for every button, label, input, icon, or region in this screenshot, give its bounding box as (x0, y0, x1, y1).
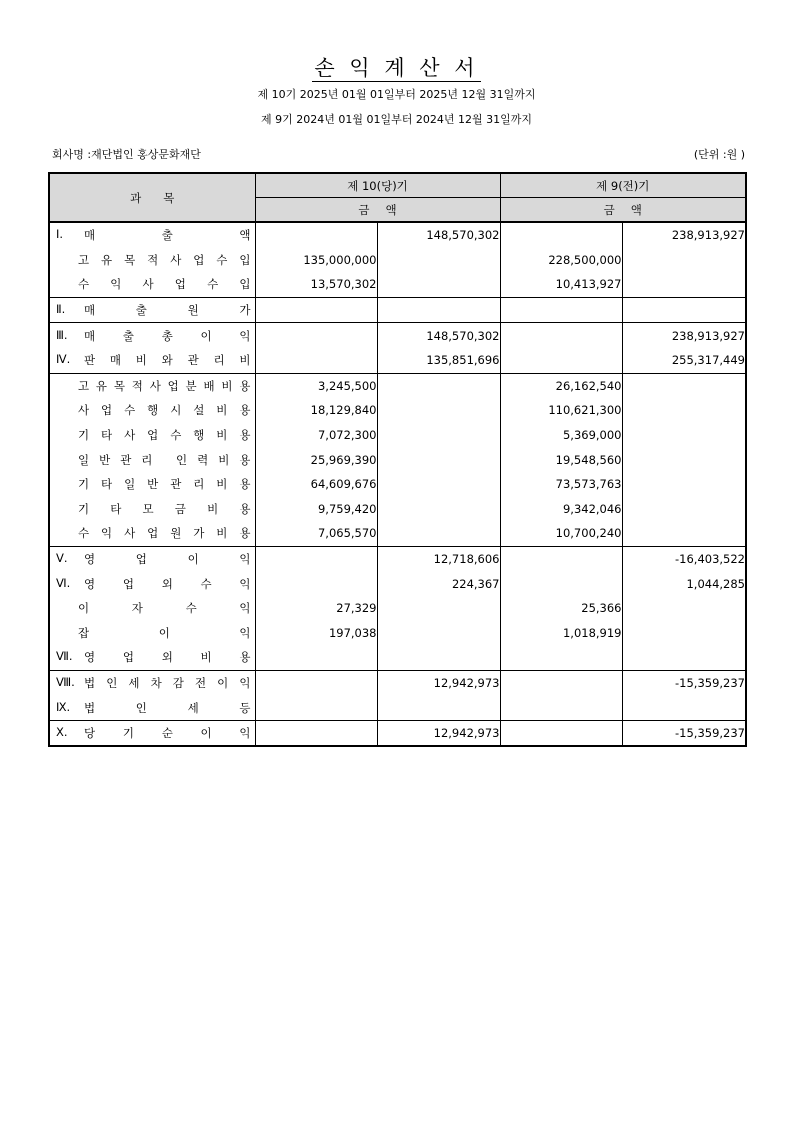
row-number (56, 501, 78, 517)
row-number (56, 525, 78, 541)
current-total-amount (377, 521, 500, 546)
prior-total-amount (622, 521, 746, 546)
current-total-amount (377, 248, 500, 273)
table-row (49, 720, 746, 746)
current-total-amount: 148,570,302 (377, 222, 500, 248)
prior-total-amount (622, 497, 746, 522)
current-detail-amount: 64,609,676 (255, 472, 377, 497)
current-detail-amount: 27,329 (255, 596, 377, 621)
row-item (49, 297, 255, 323)
prior-total-amount: 238,913,927 (622, 222, 746, 248)
current-total-amount: 12,718,606 (377, 546, 500, 571)
current-total-amount (377, 447, 500, 472)
table-row (49, 521, 746, 546)
row-label: 영 업 외 비 용 (84, 650, 251, 665)
table-row (49, 248, 746, 273)
prior-total-amount (622, 447, 746, 472)
row-label: 판 매 비 와 관 리 비 (84, 353, 251, 368)
row-label: 기 타 모 금 비 용 (78, 501, 251, 516)
prior-detail-amount: 110,621,300 (500, 398, 622, 423)
current-period-header: 제 10(당)기 (255, 173, 500, 198)
current-detail-amount: 9,759,420 (255, 497, 377, 522)
row-number (56, 600, 78, 616)
prior-detail-amount (500, 323, 622, 348)
current-detail-amount: 18,129,840 (255, 398, 377, 423)
current-detail-amount: 135,000,000 (255, 248, 377, 273)
row-item (49, 571, 255, 596)
prior-detail-amount: 1,018,919 (500, 621, 622, 646)
current-detail-amount: 13,570,302 (255, 272, 377, 297)
prior-detail-amount: 26,162,540 (500, 373, 622, 398)
prior-detail-amount (500, 720, 622, 746)
unit-label: (단위 :원 ) (693, 148, 745, 161)
table-row (49, 423, 746, 448)
prior-detail-amount: 25,366 (500, 596, 622, 621)
row-number (56, 378, 78, 394)
row-label: 일 반 관 리 인 력 비 용 (78, 452, 251, 467)
current-detail-amount (255, 571, 377, 596)
prior-detail-amount (500, 546, 622, 571)
prior-total-amount (622, 695, 746, 720)
prior-total-amount (622, 645, 746, 670)
current-total-amount: 224,367 (377, 571, 500, 596)
row-number (56, 402, 78, 418)
row-item (49, 373, 255, 398)
row-label: 법 인 세 등 (84, 700, 251, 715)
row-number: Ⅴ. (56, 551, 68, 566)
row-label: 기 타 일 반 관 리 비 용 (78, 477, 251, 492)
prior-total-amount (622, 398, 746, 423)
current-detail-amount (255, 670, 377, 695)
current-detail-amount (255, 546, 377, 571)
table-row (49, 447, 746, 472)
prior-period-header: 제 9(전)기 (500, 173, 746, 198)
current-detail-amount (255, 348, 377, 373)
table-row (49, 297, 746, 323)
row-number: Ⅵ. (56, 575, 71, 590)
prior-total-amount: -15,359,237 (622, 720, 746, 746)
row-number (56, 252, 78, 268)
row-item (49, 670, 255, 695)
row-number (56, 476, 78, 492)
prior-total-amount (622, 248, 746, 273)
prior-total-amount: 255,317,449 (622, 348, 746, 373)
current-total-amount: 12,942,973 (377, 670, 500, 695)
row-label: 사 업 수 행 시 설 비 용 (78, 403, 251, 418)
row-label: 영 업 외 수 익 (84, 576, 251, 591)
row-label: 수 익 사 업 원 가 비 용 (78, 526, 251, 541)
row-number: Ⅹ. (56, 725, 68, 740)
prior-total-amount: 1,044,285 (622, 571, 746, 596)
row-item (49, 447, 255, 472)
row-item (49, 695, 255, 720)
current-detail-amount (255, 222, 377, 248)
row-label: 법 인 세 차 감 전 이 익 (84, 675, 251, 690)
prior-detail-amount: 10,413,927 (500, 272, 622, 297)
row-number (56, 427, 78, 443)
current-total-amount (377, 596, 500, 621)
row-label: 매 출 총 이 익 (84, 328, 251, 343)
row-number: Ⅲ. (56, 327, 68, 342)
prior-detail-amount (500, 571, 622, 596)
row-item (49, 348, 255, 373)
row-item (49, 546, 255, 571)
row-label: 잡 이 익 (78, 625, 251, 640)
prior-detail-amount (500, 222, 622, 248)
prior-detail-amount: 10,700,240 (500, 521, 622, 546)
table-row (49, 695, 746, 720)
table-row (49, 571, 746, 596)
row-label: 매 출 액 (84, 228, 251, 243)
current-total-amount (377, 423, 500, 448)
prior-total-amount (622, 621, 746, 646)
prior-detail-amount: 73,573,763 (500, 472, 622, 497)
prior-detail-amount (500, 645, 622, 670)
document-title: 손 익 계 산 서 (314, 56, 479, 80)
prior-total-amount (622, 596, 746, 621)
row-item (49, 645, 255, 670)
table-row (49, 546, 746, 571)
subject-header: 과목 (49, 173, 255, 222)
table-row (49, 645, 746, 670)
prior-period-range: 제 9기 2024년 01월 01일부터 2024년 12월 31일까지 (261, 113, 532, 126)
current-detail-amount (255, 323, 377, 348)
row-label: 고 유 목 적 사 업 수 입 (78, 252, 251, 267)
prior-total-amount (622, 423, 746, 448)
row-item (49, 720, 255, 746)
table-row (49, 272, 746, 297)
table-row (49, 497, 746, 522)
row-number (56, 276, 78, 292)
current-detail-amount: 7,065,570 (255, 521, 377, 546)
current-total-amount: 148,570,302 (377, 323, 500, 348)
prior-detail-amount (500, 695, 622, 720)
row-item (49, 248, 255, 273)
current-total-amount (377, 621, 500, 646)
current-total-amount (377, 272, 500, 297)
row-number: Ⅶ. (56, 649, 73, 664)
prior-detail-amount: 19,548,560 (500, 447, 622, 472)
row-number: Ⅸ. (56, 699, 71, 714)
current-detail-amount: 197,038 (255, 621, 377, 646)
row-item (49, 621, 255, 646)
current-total-amount (377, 472, 500, 497)
prior-total-amount (622, 373, 746, 398)
prior-total-amount: 238,913,927 (622, 323, 746, 348)
current-total-amount: 12,942,973 (377, 720, 500, 746)
table-row (49, 222, 746, 248)
prior-detail-amount (500, 670, 622, 695)
company-name: 회사명 :재단법인 홍상문화재단 (52, 148, 201, 161)
row-label: 당 기 순 이 익 (84, 726, 251, 741)
current-total-amount (377, 398, 500, 423)
current-total-amount: 135,851,696 (377, 348, 500, 373)
row-item (49, 596, 255, 621)
row-number (56, 452, 78, 468)
current-amount-header: 금액 (255, 198, 500, 223)
current-detail-amount (255, 645, 377, 670)
current-detail-amount: 25,969,390 (255, 447, 377, 472)
table-row (49, 621, 746, 646)
current-detail-amount: 7,072,300 (255, 423, 377, 448)
table-row (49, 670, 746, 695)
current-total-amount (377, 373, 500, 398)
row-label: 매 출 원 가 (84, 303, 251, 318)
row-item (49, 497, 255, 522)
table-row (49, 472, 746, 497)
row-item (49, 472, 255, 497)
row-item (49, 272, 255, 297)
row-label: 이 자 수 익 (78, 601, 251, 616)
prior-total-amount (622, 297, 746, 323)
row-number: Ⅳ. (56, 352, 71, 367)
row-item (49, 423, 255, 448)
table-row (49, 348, 746, 373)
row-label: 영 업 이 익 (84, 552, 251, 567)
current-detail-amount (255, 695, 377, 720)
prior-detail-amount: 5,369,000 (500, 423, 622, 448)
current-total-amount (377, 297, 500, 323)
current-total-amount (377, 645, 500, 670)
row-item (49, 398, 255, 423)
prior-detail-amount: 228,500,000 (500, 248, 622, 273)
current-total-amount (377, 695, 500, 720)
prior-total-amount: -16,403,522 (622, 546, 746, 571)
row-item (49, 222, 255, 248)
prior-detail-amount (500, 348, 622, 373)
row-label: 고 유 목 적 사 업 분 배 비 용 (78, 378, 251, 393)
table-row (49, 596, 746, 621)
row-item (49, 521, 255, 546)
current-detail-amount (255, 297, 377, 323)
prior-total-amount: -15,359,237 (622, 670, 746, 695)
row-number (56, 625, 78, 641)
row-number: Ⅷ. (56, 674, 75, 689)
prior-total-amount (622, 272, 746, 297)
row-number: Ⅰ. (56, 227, 64, 242)
prior-total-amount (622, 472, 746, 497)
prior-detail-amount: 9,342,046 (500, 497, 622, 522)
prior-detail-amount (500, 297, 622, 323)
current-detail-amount (255, 720, 377, 746)
current-period-range: 제 10기 2025년 01월 01일부터 2025년 12월 31일까지 (257, 88, 536, 101)
row-item (49, 323, 255, 348)
table-row (49, 373, 746, 398)
current-total-amount (377, 497, 500, 522)
row-label: 기 타 사 업 수 행 비 용 (78, 428, 251, 443)
table-row (49, 323, 746, 348)
row-number: Ⅱ. (56, 302, 66, 317)
table-row (49, 398, 746, 423)
current-detail-amount: 3,245,500 (255, 373, 377, 398)
income-statement-table (48, 172, 747, 747)
prior-amount-header: 금액 (500, 198, 746, 223)
row-label: 수 익 사 업 수 입 (78, 277, 251, 292)
